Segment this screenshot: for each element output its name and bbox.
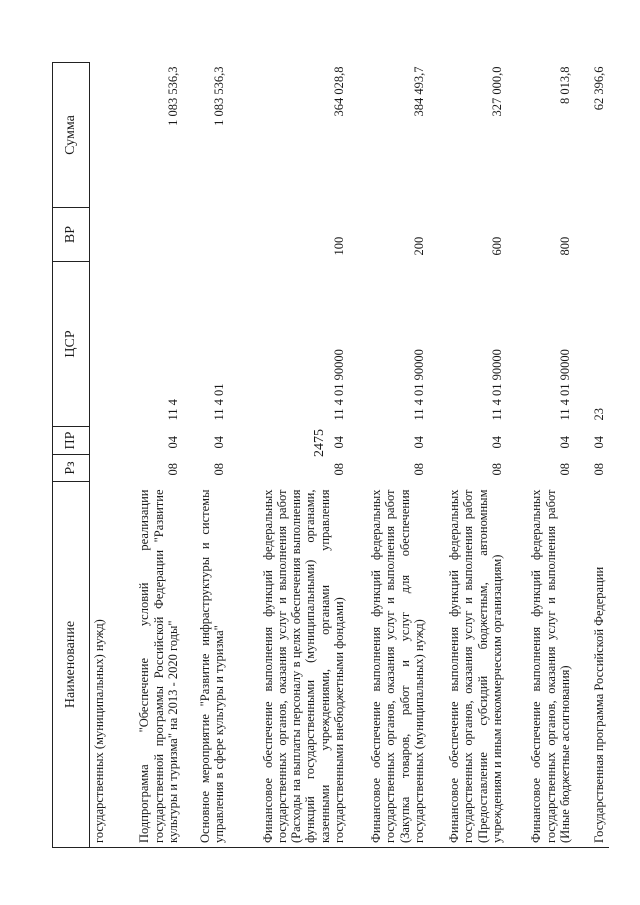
- table-row: [183, 63, 229, 848]
- table-row: [575, 63, 609, 848]
- row-name: Государственная программа Российской Федерации: [575, 482, 609, 848]
- row-sum: 1 083 536,3: [211, 66, 226, 126]
- row-sum: 1 083 536,3: [165, 66, 180, 126]
- row-vr: 600: [489, 236, 504, 256]
- row-csr: 11 4 01 90000: [489, 349, 504, 421]
- row-rz: 08: [489, 463, 504, 476]
- row-vr: [115, 208, 183, 262]
- row-name: Основное мероприятие "Развитие инфраструктуры и системы управления в сфере культуры и туризма": [183, 482, 229, 848]
- row-name: Финансовое обеспечение выполнения функций федеральных государственных органов, оказания услуг и выполнения работ (Закупка товаров, работ и услуг для обеспечения государственных (муниципальных) нужд): [349, 482, 429, 848]
- row-csr: 11 4 01 90000: [557, 349, 572, 421]
- row-vr: [575, 208, 609, 262]
- row-name: Подпрограмма "Обеспечение условий реализации государственной программы Российской Федерации "Развитие культуры и туризма" на 2013 - 2020 годы": [115, 482, 183, 848]
- row-csr: 11 4 01 90000: [411, 349, 426, 421]
- row-pr: 04: [591, 436, 606, 449]
- header-vr: ВР: [53, 208, 90, 262]
- row-pr: 04: [489, 436, 504, 449]
- table-row: [507, 63, 575, 848]
- row-name: Финансовое обеспечение выполнения функций федеральных государственных органов, оказания услуг и выполнения работ (Иные бюджетные ассигнования): [507, 482, 575, 848]
- row-pr: 04: [211, 436, 226, 449]
- header-pr: ПР: [53, 427, 90, 455]
- row-name: государственных (муниципальных) нужд): [90, 482, 116, 848]
- budget-table: [52, 62, 609, 848]
- row-csr: 23: [591, 408, 606, 421]
- row-pr: 04: [331, 436, 346, 449]
- table-row: [229, 63, 349, 848]
- header-csr: ЦСР: [53, 262, 90, 427]
- row-pr: 04: [557, 436, 572, 449]
- row-sum: 62 396,6: [591, 66, 606, 111]
- page-number-text: 2475: [312, 429, 327, 457]
- row-rz: 08: [411, 463, 426, 476]
- row-vr: 200: [411, 236, 426, 256]
- row-name: Финансовое обеспечение выполнения функций федеральных государственных органов, оказания услуг и выполнения работ (Расходы на выплаты персоналу в целях обеспечения выполнения функций государственными (муниципальными) органами, казенными учреждениями, органами управления государственными внебюджетными фондами): [229, 482, 349, 848]
- row-sum: 327 000,0: [489, 66, 504, 117]
- row-sum: 364 028,8: [331, 66, 346, 117]
- row-name: Финансовое обеспечение выполнения функций федеральных государственных органов, оказания услуг и выполнения работ (Предоставление субсидий бюджетным, автономным учреждениям и иным некоммерческим организациям): [429, 482, 507, 848]
- row-sum: 384 493,7: [411, 66, 426, 117]
- document-sheet: [52, 63, 606, 848]
- table-row-continuation: [90, 63, 116, 848]
- row-vr: [183, 208, 229, 262]
- row-rz: 08: [211, 463, 226, 476]
- header-sum: Сумма: [53, 63, 90, 208]
- row-csr: 11 4 01 90000: [331, 349, 346, 421]
- table-row: [115, 63, 183, 848]
- row-rz: 08: [331, 463, 346, 476]
- row-rz: 08: [165, 463, 180, 476]
- row-csr: 11 4: [165, 399, 180, 421]
- row-sum: 8 013,8: [557, 66, 572, 104]
- header-name: Наименование: [53, 482, 90, 848]
- row-vr: 800: [557, 236, 572, 256]
- table-header: [53, 63, 90, 848]
- table-row: [349, 63, 429, 848]
- row-rz: 08: [557, 463, 572, 476]
- row-pr: 04: [165, 436, 180, 449]
- row-vr: 100: [331, 236, 346, 256]
- table-row: [429, 63, 507, 848]
- row-csr: 11 4 01: [211, 383, 226, 421]
- header-rz: Рз: [53, 455, 90, 482]
- row-pr: 04: [411, 436, 426, 449]
- row-rz: 08: [591, 463, 606, 476]
